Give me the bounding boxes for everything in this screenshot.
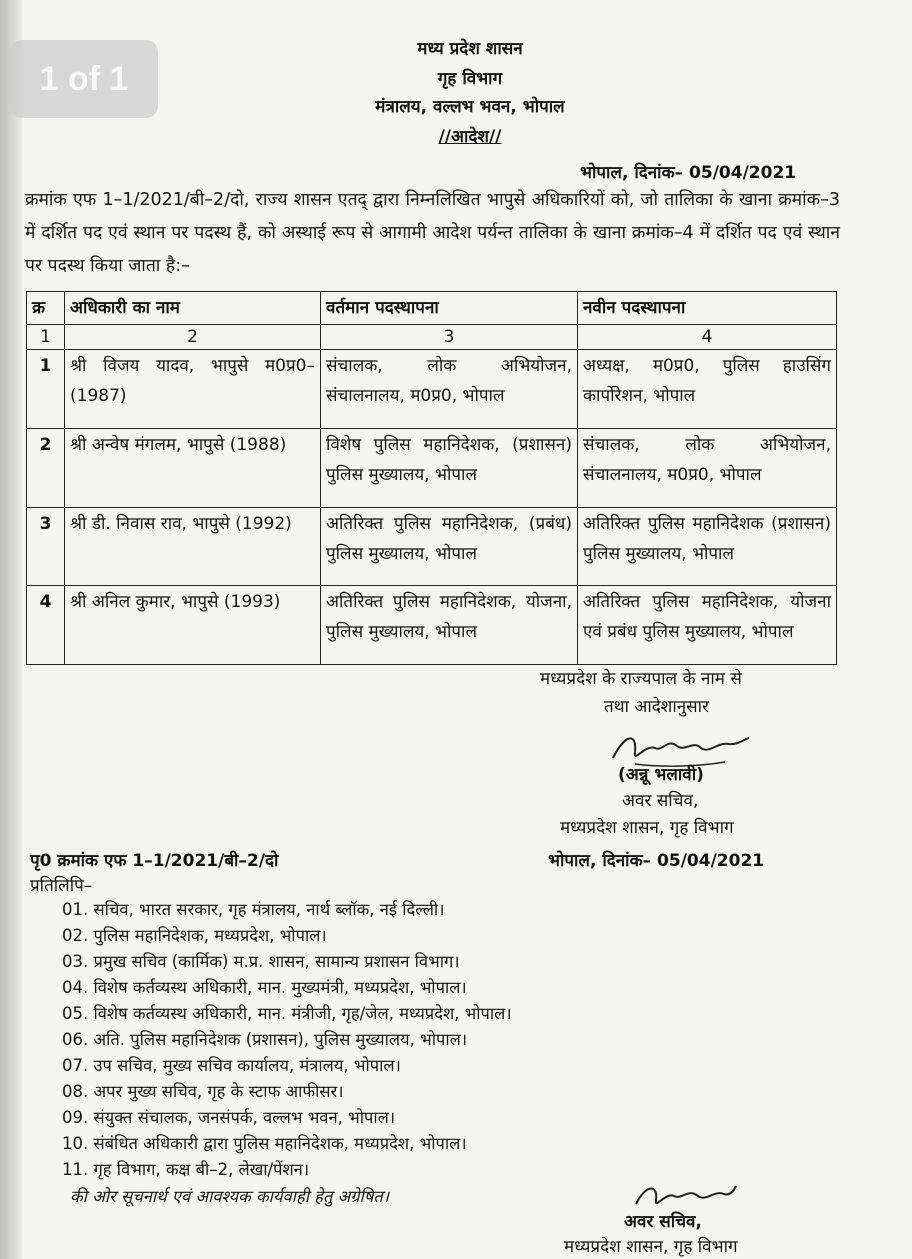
- order-date: भोपाल, दिनांक– 05/04/2021: [580, 163, 797, 183]
- new-posting: अध्यक्ष, म0प्र0, पुलिस हाउसिंग कार्पोरेशन, भोपाल: [578, 350, 837, 429]
- current-posting: अतिरिक्त पुलिस महानिदेशक, योजना, पुलिस मुख्यालय, भोपाल: [321, 586, 578, 665]
- authority-line-2: तथा आदेशानुसार: [604, 697, 710, 717]
- copy-list: [62, 897, 512, 1183]
- list-item: 07. उप सचिव, मुख्य सचिव कार्यालय, मंत्रालय, भोपाल।: [62, 1056, 401, 1075]
- forward-note: की ओर सूचनार्थ एवं आवश्यक कार्यवाही हेतु अग्रेषित।: [70, 1187, 390, 1206]
- row-serial: 1: [27, 350, 65, 429]
- list-item: 03. प्रमुख सचिव (कार्मिक) म.प्र. शासन, सामान्य प्रशासन विभाग।: [62, 952, 460, 971]
- signatory-name: (अन्नू भलावी): [618, 765, 704, 785]
- list-item: 08. अपर मुख्य सचिव, गृह के स्टाफ आफीसर।: [62, 1082, 344, 1101]
- column-number: 1: [27, 325, 65, 350]
- list-item: 04. विशेष कर्तव्यस्थ अधिकारी, मान. मुख्यमंत्री, मध्यप्रदेश, भोपाल।: [62, 978, 467, 997]
- table-row: [27, 507, 837, 586]
- column-number: 3: [321, 325, 578, 350]
- list-item: 05. विशेष कर्तव्यस्थ अधिकारी, मान. मंत्रीजी, गृह/जेल, मध्यप्रदेश, भोपाल।: [62, 1004, 512, 1023]
- page-shadow-edge: [0, 0, 22, 1259]
- row-serial: 2: [27, 428, 65, 507]
- table-row: [27, 428, 837, 507]
- list-item: 06. अति. पुलिस महानिदेशक (प्रशासन), पुलिस मुख्यालय, भोपाल।: [62, 1030, 468, 1049]
- current-posting: अतिरिक्त पुलिस महानिदेशक, (प्रबंध) पुलिस मुख्यालय, भोपाल: [321, 507, 578, 586]
- header-new-posting: नवीन पदस्थापना: [578, 292, 837, 325]
- current-posting: संचालक, लोक अभियोजन, संचालनालय, म0प्र0, भोपाल: [321, 350, 578, 429]
- current-posting: विशेष पुलिस महानिदेशक, (प्रशासन) पुलिस मुख्यालय, भोपाल: [321, 428, 578, 507]
- list-item: 02. पुलिस महानिदेशक, मध्यप्रदेश, भोपाल।: [62, 926, 327, 945]
- officer-name: श्री अनिल कुमार, भापुसे (1993): [65, 586, 321, 665]
- list-item: 10. संबंधित अधिकारी द्वारा पुलिस महानिदेशक, मध्यप्रदेश, भोपाल।: [62, 1134, 467, 1153]
- column-number: 4: [578, 325, 837, 350]
- officer-name: श्री डी. निवास राव, भापुसे (1992): [65, 507, 321, 586]
- row-serial: 4: [27, 586, 65, 665]
- column-number: 2: [65, 325, 321, 350]
- department-name: गृह विभाग: [437, 69, 503, 89]
- signatory-designation: अवर सचिव,: [622, 791, 699, 811]
- order-body: क्रमांक एफ 1–1/2021/बी–2/दो, राज्य शासन एतद् द्वारा निम्नलिखित भापुसे अधिकारियों को, जो तालिका के खाना क्रमांक–3 में दर्शित पद एवं स्थान पर पदस्थ हैं, को अस्थाई रूप से आगामी आदेश पर्यन्त तालिका के खाना क्रमांक–4 में दर्शित पद एवं स्थान पर पदस्थ किया जाता है:–: [25, 190, 840, 276]
- list-item: 01. सचिव, भारत सरकार, गृह मंत्रालय, नार्थ ब्लॉक, नई दिल्ली।: [62, 900, 445, 919]
- officer-name: श्री विजय यादव, भापुसे म0प्र0–(1987): [65, 350, 321, 429]
- copy-label: प्रतिलिपि–: [30, 876, 93, 896]
- column-number-row: [27, 325, 837, 350]
- govt-name: मध्य प्रदेश शासन: [417, 39, 523, 59]
- header-current-posting: वर्तमान पदस्थापना: [321, 292, 578, 325]
- order-title: //आदेश//: [438, 127, 502, 147]
- table-row: [27, 350, 837, 429]
- endorsement-ref: पृ0 क्रमांक एफ 1–1/2021/बी–2/दो: [30, 851, 279, 871]
- signatory-department: मध्यप्रदेश शासन, गृह विभाग: [560, 818, 734, 838]
- list-item: 09. संयुक्त संचालक, जनसंपर्क, वल्लभ भवन, भोपाल।: [62, 1108, 396, 1127]
- new-posting: अतिरिक्त पुलिस महानिदेशक, योजना एवं प्रबंध पुलिस मुख्यालय, भोपाल: [578, 586, 837, 665]
- authority-line-1: मध्यप्रदेश के राज्यपाल के नाम से: [540, 669, 742, 689]
- list-item: 11. गृह विभाग, कक्ष बी–2, लेखा/पेंशन।: [62, 1160, 310, 1179]
- new-posting: अतिरिक्त पुलिस महानिदेशक (प्रशासन) पुलिस मुख्यालय, भोपाल: [578, 507, 837, 586]
- header-serial: क्र: [27, 292, 65, 325]
- page-indicator: 1 of 1: [10, 40, 158, 118]
- endorsement-department: मध्यप्रदेश शासन, गृह विभाग: [564, 1237, 738, 1257]
- office-address: मंत्रालय, वल्लभ भवन, भोपाल: [375, 97, 565, 117]
- table-header-row: [27, 292, 837, 325]
- endorsement-designation: अवर सचिव,: [624, 1212, 702, 1232]
- header-officer-name: अधिकारी का नाम: [65, 292, 321, 325]
- posting-table: [26, 291, 837, 665]
- officer-name: श्री अन्वेष मंगलम, भापुसे (1988): [65, 428, 321, 507]
- new-posting: संचालक, लोक अभियोजन, संचालनालय, म0प्र0, भोपाल: [578, 428, 837, 507]
- table-row: [27, 586, 837, 665]
- row-serial: 3: [27, 507, 65, 586]
- endorsement-date: भोपाल, दिनांक– 05/04/2021: [548, 851, 765, 871]
